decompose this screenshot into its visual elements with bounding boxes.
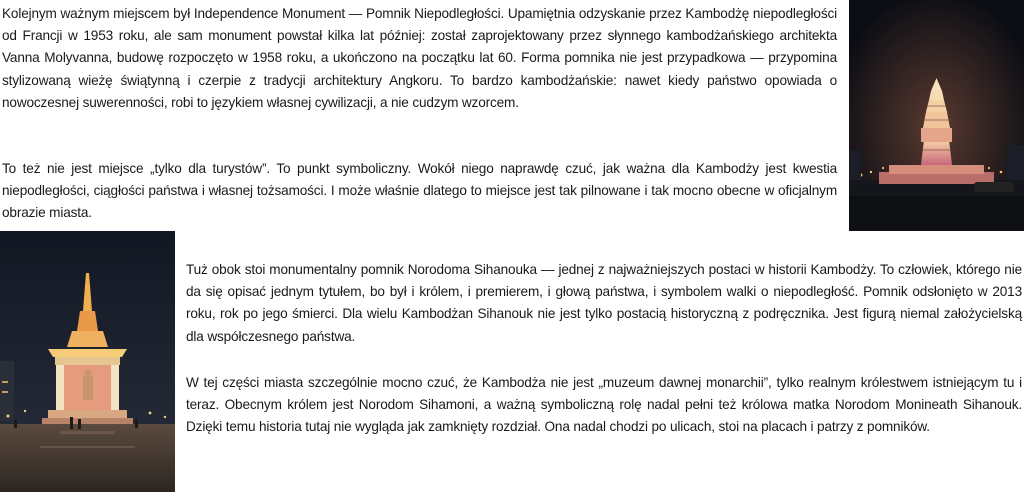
paragraph-living-kingdom: W tej części miasta szczególnie mocno czuć, że Kambodża nie jest „muzeum dawnej monarchii”, tylko realnym królestwem istniejącym tu i teraz. Obecnym królem jest Norodom Sihamoni, a ważną symboliczną rolę nadal pełni też królowa matka Norodom Monineath Sihanouk. Dzięki temu historia tutaj nie wygląda jak zamknięty rozdział. Ona nadal chodzi po ulicach, stoi na placach i patrzy z pomników. [186, 375, 1022, 435]
paragraph-symbolic-place: To też nie jest miejsce „tylko dla turystów”. To punkt symboliczny. Wokół niego naprawdę czuć, jak ważna dla Kambodży jest kwestia niepodległości, ciągłości państwa i własnej tożsamości. I może właśnie dlatego to miejsce jest tak pilnowane i tak mocno obecne w oficjalnym obrazie miasta. [2, 161, 837, 221]
sihanouk-memorial-photo [0, 231, 175, 492]
independence-monument-photo [849, 0, 1024, 231]
paragraph-sihanouk-monument: Tuż obok stoi monumentalny pomnik Norodoma Sihanouka — jednej z najważniejszych postaci w historii Kambodży. To człowiek, którego nie da się opisać jednym tytułem, bo był i królem, i premierem, i głową państwa, i symbolem walki o niepodległość. Pomnik odsłonięto w 2013 roku, rok po jego śmierci. Dla wielu Kambodżan Sihanouk nie jest tylko postacią historyczną z podręcznika. Jest figurą niemal założycielską dla współczesnego państwa. [186, 262, 1022, 344]
independence-monument-night-photo-icon [849, 0, 1024, 231]
paragraph-independence-monument: Kolejnym ważnym miejscem był Independence Monument — Pomnik Niepodległości. Upamiętnia odzyskanie przez Kambodżę niepodległości od Francji w 1953 roku, ale sam monument powstał kilka lat później: został zaprojektowany przez słynnego kambodżańskiego architekta Vanna Molyvanna, budowę rozpoczęto w 1958 roku, a ukończono na początku lat 60. Forma pomnika nie jest przypadkowa — przypomina stylizowaną wieżę świątynną i czerpie z tradycji architektury Angkoru. To bardzo kambodżańskie: nawet kiedy państwo opowiada o nowoczesnej suwerenności, robi to językiem własnej cywilizacji, a nie cudzym wzorcem. [2, 6, 837, 110]
sihanouk-memorial-night-photo-icon [0, 231, 175, 492]
